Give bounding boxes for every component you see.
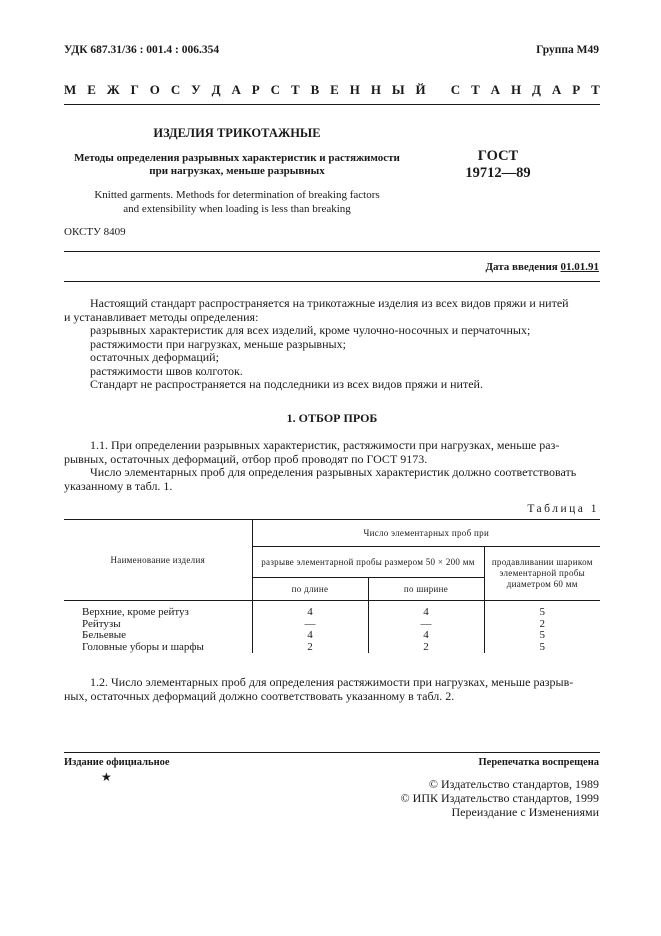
methods-title-line: Методы определения разрывных характеристик и растяжимости [74, 152, 400, 164]
clause-1-1-continued [64, 466, 600, 493]
banner-letter: Е [87, 82, 96, 97]
banner-letter: Е [330, 82, 339, 97]
clause-1-2 [64, 676, 600, 703]
banner-gap [437, 82, 440, 98]
okstu-code: ОКСТУ 8409 [64, 226, 126, 238]
intro-paragraph [64, 297, 600, 324]
english-title [64, 188, 410, 216]
row-punch: 5 [484, 630, 600, 642]
header-item-name: Наименование изделия [64, 520, 252, 601]
copyright-line: © ИПК Издательство стандартов, 1999 [400, 791, 599, 805]
banner-letter: Ы [391, 82, 405, 97]
row-width: 4 [368, 630, 484, 642]
banner-letter: А [490, 82, 501, 97]
english-title-line: and extensibility when loading is less than breaking [123, 203, 351, 215]
row-name: Верхние, кроме рейтуз [64, 607, 252, 619]
exclusion-paragraph: Стандарт не распространяется на подследники из всех видов пряжи и нитей. [90, 377, 483, 391]
scope-list [90, 324, 600, 378]
section-title: 1. ОТБОР ПРОБ [286, 411, 378, 425]
clause-1-1 [64, 439, 600, 466]
introduction-date [485, 261, 599, 273]
banner-letter: Ж [106, 82, 120, 97]
gost-number [438, 148, 558, 182]
header-length: по длине [252, 578, 368, 601]
group-code: Группа М49 [536, 44, 599, 56]
text-line: указанному в табл. 1. [64, 478, 173, 493]
text-line: ных, остаточных деформаций должно соответствовать указанному в табл. 2. [64, 688, 455, 703]
sample-count-table [64, 519, 600, 653]
row-length: 4 [252, 630, 368, 642]
introduction-date-label: Дата введения [485, 261, 558, 273]
table-row [64, 630, 600, 642]
gost-label: ГОСТ [477, 148, 519, 164]
table-row [64, 619, 600, 631]
methods-title-line: при нагрузках, меньше разрывных [149, 165, 325, 177]
text-line: рывных, остаточных деформаций, отбор проб проводят по ГОСТ 9173. [64, 451, 428, 466]
reprint-prohibited-label: Перепечатка воспрещена [478, 757, 599, 768]
row-punch: 5 [484, 642, 600, 654]
copyright-line: © Издательство стандартов, 1989 [428, 777, 599, 791]
banner-letter: С [170, 82, 181, 97]
row-width: — [368, 619, 484, 631]
row-width: 2 [368, 642, 484, 654]
header-punch: продавливании шариком элементарной пробы диаметром 60 мм [484, 547, 600, 601]
table-row [64, 607, 600, 619]
product-title: ИЗДЕЛИЯ ТРИКОТАЖНЫЕ [153, 126, 321, 140]
list-item: разрывных характеристик для всех изделий, кроме чулочно-носочных и перчаточных; [90, 323, 531, 337]
star-icon: ★ [101, 770, 112, 784]
banner-letter: М [64, 82, 77, 97]
banner-letter: Н [370, 82, 381, 97]
row-length: 4 [252, 607, 368, 619]
banner-letter: Й [415, 82, 426, 97]
banner-letter: Д [532, 82, 541, 97]
banner-letter: У [191, 82, 201, 97]
divider [64, 752, 600, 753]
banner-letter: О [149, 82, 160, 97]
banner-letter: Г [130, 82, 139, 97]
banner-letter: А [231, 82, 241, 97]
row-length: 2 [252, 642, 368, 654]
table-row [64, 642, 600, 654]
divider [64, 251, 600, 252]
text-line: Настоящий стандарт распространяется на трикотажные изделия из всех видов пряжи и нитей [90, 296, 569, 310]
banner-letter: Р [572, 82, 581, 97]
text-line: 1.1. При определении разрывных характеристик, растяжимости при нагрузках, меньше раз- [90, 438, 560, 452]
official-edition-label: Издание официальное [64, 757, 170, 768]
banner-letter: Н [510, 82, 522, 97]
list-item: растяжимости при нагрузках, меньше разрывных; [90, 336, 346, 351]
row-name: Рейтузы [64, 619, 252, 631]
banner-letter: В [310, 82, 320, 97]
text-line: и устанавливает методы определения: [64, 309, 259, 324]
text-line: 1.2. Число элементарных проб для определения растяжимости при нагрузках, меньше разрыв- [90, 675, 574, 689]
header-sample-count: Число элементарных проб при [252, 520, 600, 547]
divider [64, 281, 600, 282]
banner-letter: Р [251, 82, 260, 97]
row-punch: 5 [484, 607, 600, 619]
header-break: разрыве элементарной пробы размером 50 × 200 мм [252, 547, 484, 578]
banner-letter: Т [471, 82, 480, 97]
banner-letter: Т [290, 82, 300, 97]
row-name: Головные уборы и шарфы [64, 642, 252, 654]
row-width: 4 [368, 607, 484, 619]
udc-code: УДК 687.31/36 : 001.4 : 006.354 [64, 44, 220, 56]
row-punch: 2 [484, 619, 600, 631]
english-title-line: Knitted garments. Methods for determination of breaking factors [94, 189, 380, 201]
list-item: растяжимости швов колготок. [90, 363, 243, 378]
banner-letter: С [270, 82, 281, 97]
methods-title [64, 152, 410, 178]
introduction-date-value: 01.01.91 [560, 261, 599, 273]
gost-code: 19712—89 [465, 165, 531, 181]
banner-letter: Т [591, 82, 600, 97]
banner-letter: Д [211, 82, 221, 97]
reissue-note: Переиздание с Изменениями [451, 805, 599, 819]
list-item: остаточных деформаций; [90, 350, 219, 364]
text-line: Число элементарных проб для определения разрывных характеристик должно соответствовать [90, 465, 577, 479]
interstate-standard-banner [64, 82, 600, 105]
banner-letter: Н [349, 82, 360, 97]
header-width: по ширине [368, 578, 484, 601]
banner-letter: С [450, 82, 461, 97]
row-name: Бельевые [64, 630, 252, 642]
table-caption: Таблица 1 [527, 503, 599, 515]
row-length: — [252, 619, 368, 631]
banner-letter: А [551, 82, 562, 97]
